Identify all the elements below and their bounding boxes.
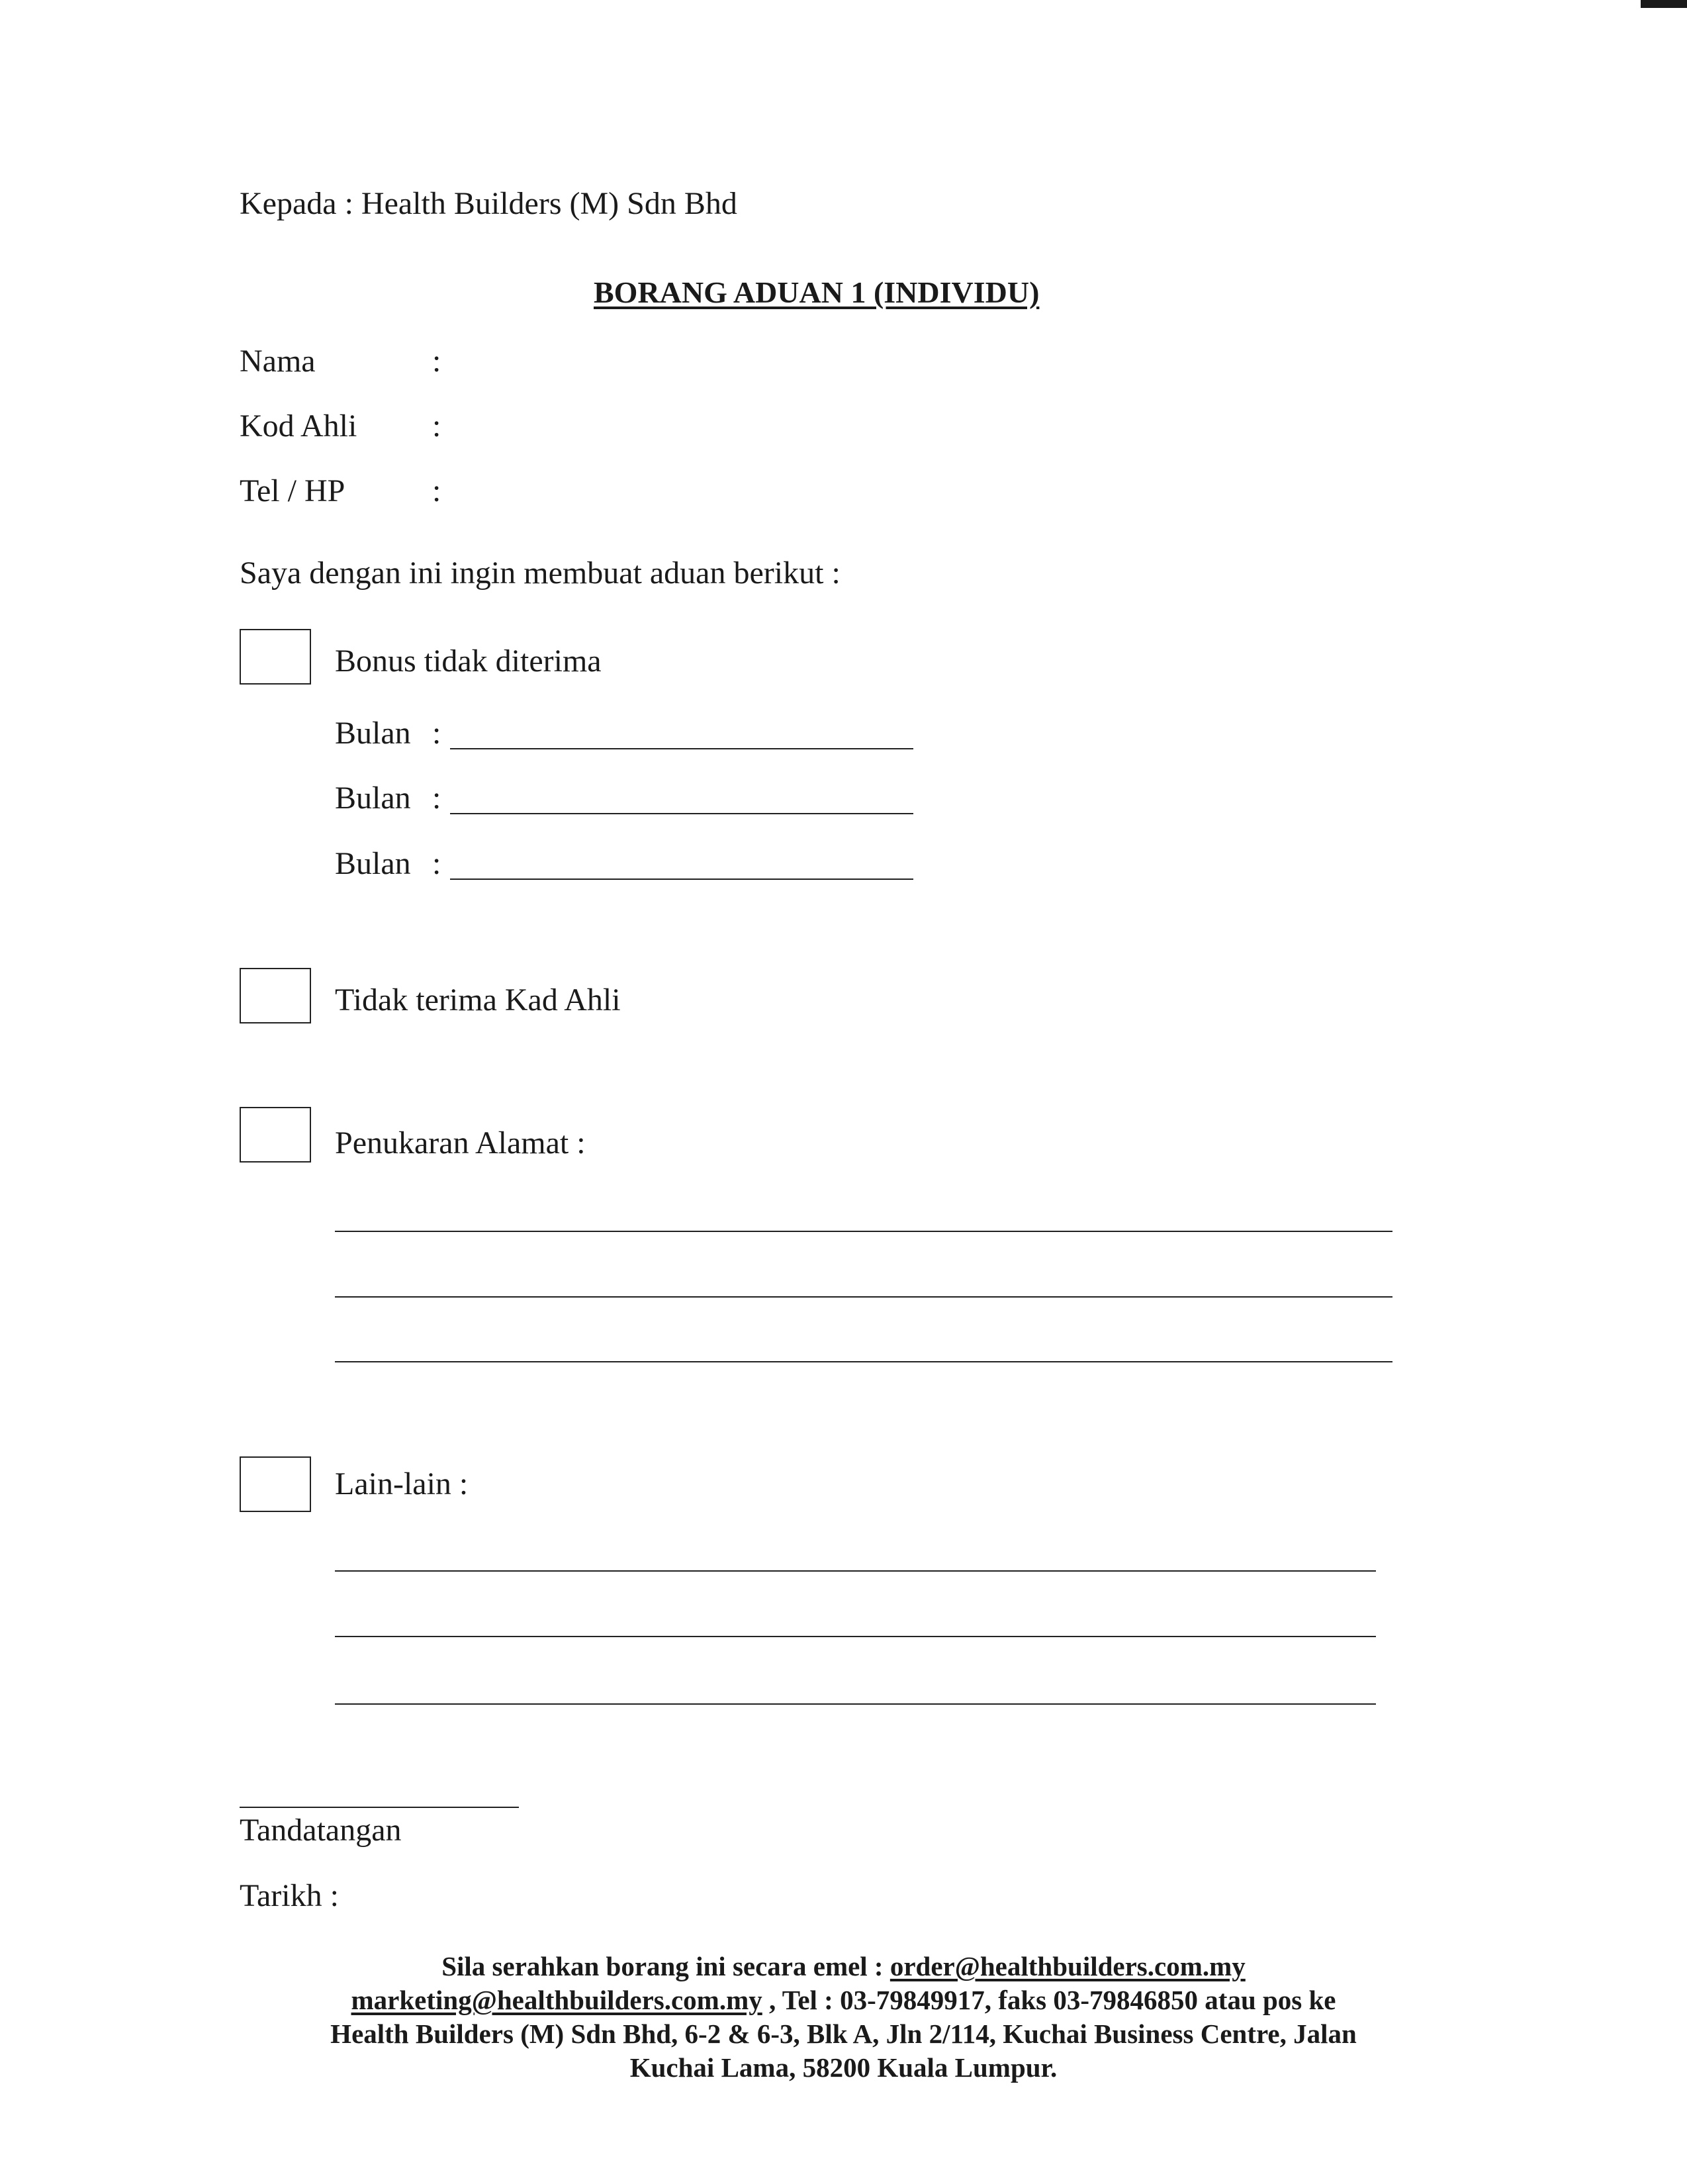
label-bulan-1: Bulan <box>335 716 411 751</box>
field-label-nama: Nama <box>240 344 316 379</box>
label-tandatangan: Tandatangan <box>240 1813 402 1848</box>
separator-bulan-3: : <box>432 846 441 881</box>
label-alamat: Penukaran Alamat : <box>335 1125 586 1161</box>
alamat-input-line-3[interactable] <box>335 1361 1392 1362</box>
bulan-2-input-line[interactable] <box>450 813 913 814</box>
footer-address-line-2: Kuchai Lama, 58200 Kuala Lumpur. <box>629 2052 1058 2083</box>
label-tarikh: Tarikh : <box>240 1878 339 1913</box>
order-email-link[interactable]: order@healthbuilders.com.my <box>889 1951 1246 1981</box>
complaint-intro: Saya dengan ini ingin membuat aduan berikut : <box>240 555 841 591</box>
label-bonus: Bonus tidak diterima <box>335 643 602 679</box>
field-separator-tel-hp: : <box>432 473 441 508</box>
footer-address-line-1: Health Builders (M) Sdn Bhd, 6-2 & 6-3, Blk A, Jln 2/114, Kuchai Business Centre, Jalan <box>330 2018 1357 2049</box>
separator-bulan-2: : <box>432 781 441 816</box>
footer-contact-text: , Tel : 03-79849917, faks 03-79846850 atau pos ke <box>762 1985 1336 2015</box>
alamat-input-line-1[interactable] <box>335 1231 1392 1232</box>
lain-lain-input-line-2[interactable] <box>335 1636 1376 1637</box>
footer-line-2 <box>0 1983 1687 2017</box>
field-separator-nama: : <box>432 344 441 379</box>
checkbox-lain-lain[interactable] <box>240 1456 311 1512</box>
separator-bulan-1: : <box>432 716 441 751</box>
checkbox-kad-ahli[interactable] <box>240 968 311 1023</box>
field-label-tel-hp: Tel / HP <box>240 473 345 508</box>
lain-lain-input-line-1[interactable] <box>335 1570 1376 1572</box>
label-bulan-3: Bulan <box>335 846 411 881</box>
alamat-input-line-2[interactable] <box>335 1296 1392 1298</box>
field-separator-kod-ahli: : <box>432 408 441 444</box>
footer-line-1 <box>0 1950 1687 1983</box>
submission-instructions <box>0 1950 1687 2085</box>
signature-line[interactable] <box>240 1807 519 1808</box>
lain-lain-input-line-3[interactable] <box>335 1703 1376 1705</box>
checkbox-alamat[interactable] <box>240 1107 311 1163</box>
recipient-line: Kepada : Health Builders (M) Sdn Bhd <box>240 186 737 221</box>
form-title: BORANG ADUAN 1 (INDIVIDU) <box>594 275 1040 309</box>
field-label-kod-ahli: Kod Ahli <box>240 408 357 444</box>
bulan-1-input-line[interactable] <box>450 748 913 749</box>
label-lain-lain: Lain-lain : <box>335 1466 469 1501</box>
marketing-email-link[interactable]: marketing@healthbuilders.com.my <box>351 1985 762 2015</box>
label-kad-ahli: Tidak terima Kad Ahli <box>335 982 621 1018</box>
label-bulan-2: Bulan <box>335 781 411 816</box>
footer-email-intro: Sila serahkan borang ini secara emel : <box>441 1951 890 1981</box>
checkbox-bonus[interactable] <box>240 629 311 685</box>
bulan-3-input-line[interactable] <box>450 878 913 880</box>
scan-edge-mark <box>1641 0 1687 8</box>
